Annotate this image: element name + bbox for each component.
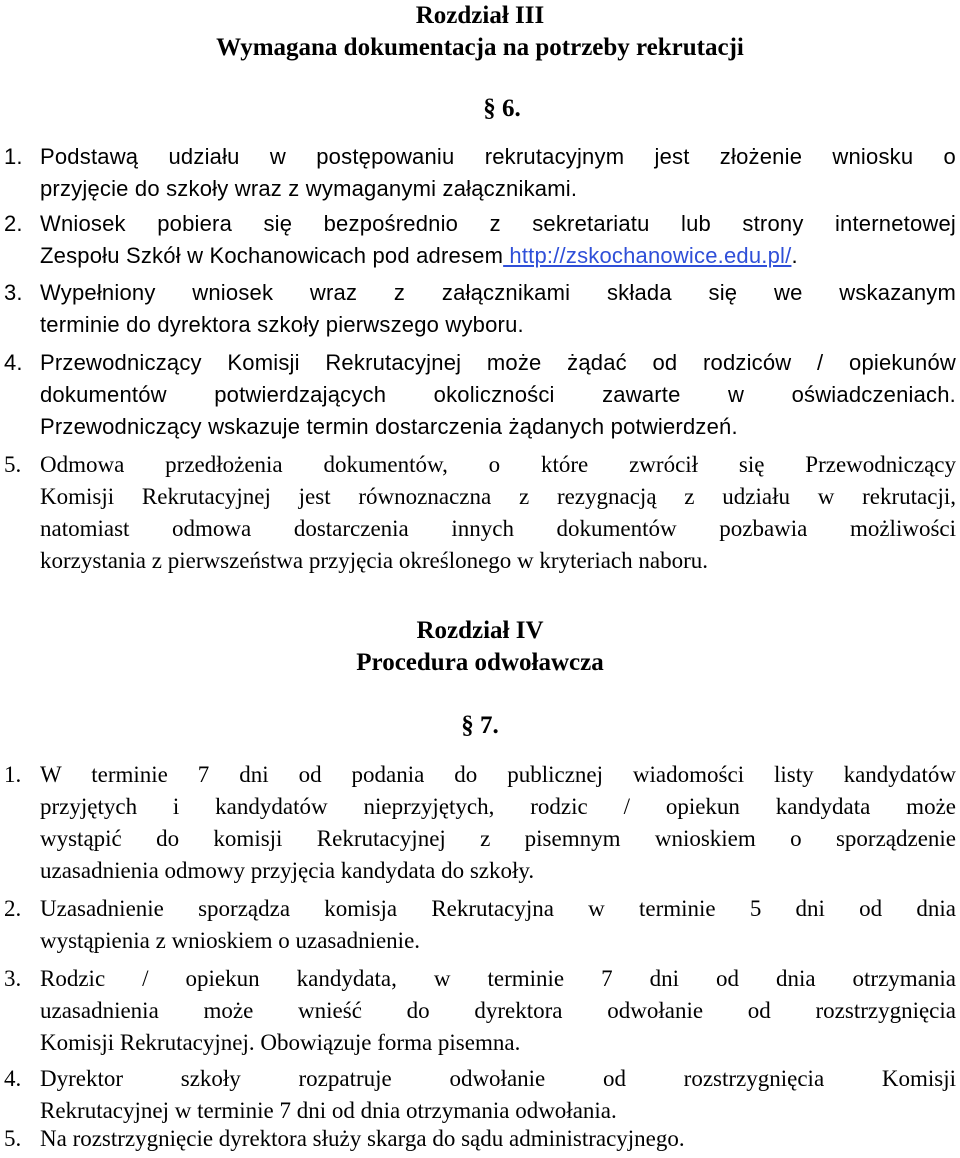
item-line: Rodzic / opiekun kandydata, w terminie 7 dni od dnia otrzymania (40, 966, 956, 991)
section-6-item-4 (4, 347, 956, 443)
item-line: natomiast odmowa dostarczenia innych dokumentów pozbawia możliwości (40, 516, 956, 541)
section-7-mark: § 7. (461, 712, 499, 739)
item-line: przyjęcie do szkoły wraz z wymaganymi załącznikami. (40, 176, 578, 201)
item-line: wystąpienia z wnioskiem o uzasadnienie. (40, 928, 421, 953)
item-line: uzasadnienia odmowy przyjęcia kandydata do szkoły. (40, 858, 535, 883)
school-website-link[interactable]: http://zskochanowice.edu.pl/ (503, 243, 792, 268)
item-line: Dyrektor szkoły rozpatruje odwołanie od rozstrzygnięcia Komisji (40, 1066, 956, 1091)
item-line: wystąpić do komisji Rekrutacyjnej z pisemnym wnioskiem o sporządzenie (40, 826, 956, 851)
item-line: Rekrutacyjnej w terminie 7 dni od dnia otrzymania odwołania. (40, 1098, 617, 1123)
item-line: Wypełniony wniosek wraz z załącznikami składa się we wskazanym (40, 280, 956, 305)
item-line: Komisji Rekrutacyjnej jest równoznaczna z rezygnacją z udziału w rekrutacji, (40, 484, 956, 509)
section-6-item-2 (4, 208, 956, 272)
item-number: 5. (4, 1126, 22, 1151)
chapter-4-heading: Rozdział IV (416, 617, 544, 644)
section-6-item-3 (4, 277, 956, 341)
item-number: 1. (4, 144, 23, 169)
item-number: 2. (4, 211, 23, 236)
item-number: 1. (4, 762, 22, 787)
section-7-item-3 (4, 963, 956, 1059)
section-6-item-5 (4, 449, 956, 577)
chapter-3-subheading: Wymagana dokumentacja na potrzeby rekrutacji (216, 34, 744, 61)
chapter-4-subheading: Procedura odwoławcza (356, 649, 604, 676)
item-line: Uzasadnienie sporządza komisja Rekrutacyjna w terminie 5 dni od dnia (40, 896, 956, 921)
item-number: 4. (4, 1066, 22, 1091)
section-7-item-1 (4, 759, 956, 887)
item-line: korzystania z pierwszeństwa przyjęcia określonego w kryteriach naboru. (40, 548, 709, 573)
section-7-item-2 (4, 893, 956, 957)
item-line: Wniosek pobiera się bezpośrednio z sekretariatu lub strony internetowej (40, 211, 956, 236)
item-number: 5. (4, 452, 22, 477)
item-number: 4. (4, 350, 23, 375)
item-line: Podstawą udziału w postępowaniu rekrutacyjnym jest złożenie wniosku o (40, 144, 956, 169)
section-7-item-5 (4, 1123, 956, 1155)
item-number: 3. (4, 966, 22, 991)
item-line: uzasadnienia może wnieść do dyrektora odwołanie od rozstrzygnięcia (40, 998, 956, 1023)
item-number: 3. (4, 280, 23, 305)
section-7-item-4 (4, 1063, 956, 1127)
section-6-item-1 (4, 141, 956, 205)
item-line: W terminie 7 dni od podania do publicznej wiadomości listy kandydatów (40, 762, 956, 787)
item-line: Przewodniczący wskazuje termin dostarczenia żądanych potwierdzeń. (40, 414, 738, 439)
item-line: terminie do dyrektora szkoły pierwszego wyboru. (40, 312, 524, 337)
item-line: Odmowa przedłożenia dokumentów, o które zwrócił się Przewodniczący (40, 452, 956, 477)
item-number: 2. (4, 896, 22, 921)
item-line-suffix: . (791, 243, 798, 268)
section-6-mark: § 6. (483, 95, 521, 122)
item-line: Na rozstrzygnięcie dyrektora służy skarga do sądu administracyjnego. (40, 1126, 685, 1151)
item-line: dokumentów potwierdzających okoliczności zawarte w oświadczeniach. (40, 382, 956, 407)
item-line: przyjętych i kandydatów nieprzyjętych, rodzic / opiekun kandydata może (40, 794, 956, 819)
item-line: Komisji Rekrutacyjnej. Obowiązuje forma pisemna. (40, 1030, 521, 1055)
chapter-3-heading: Rozdział III (415, 2, 545, 29)
item-line: Zespołu Szkół w Kochanowicach pod adresem (40, 243, 504, 268)
item-line: Przewodniczący Komisji Rekrutacyjnej może żądać od rodziców / opiekunów (40, 350, 956, 375)
